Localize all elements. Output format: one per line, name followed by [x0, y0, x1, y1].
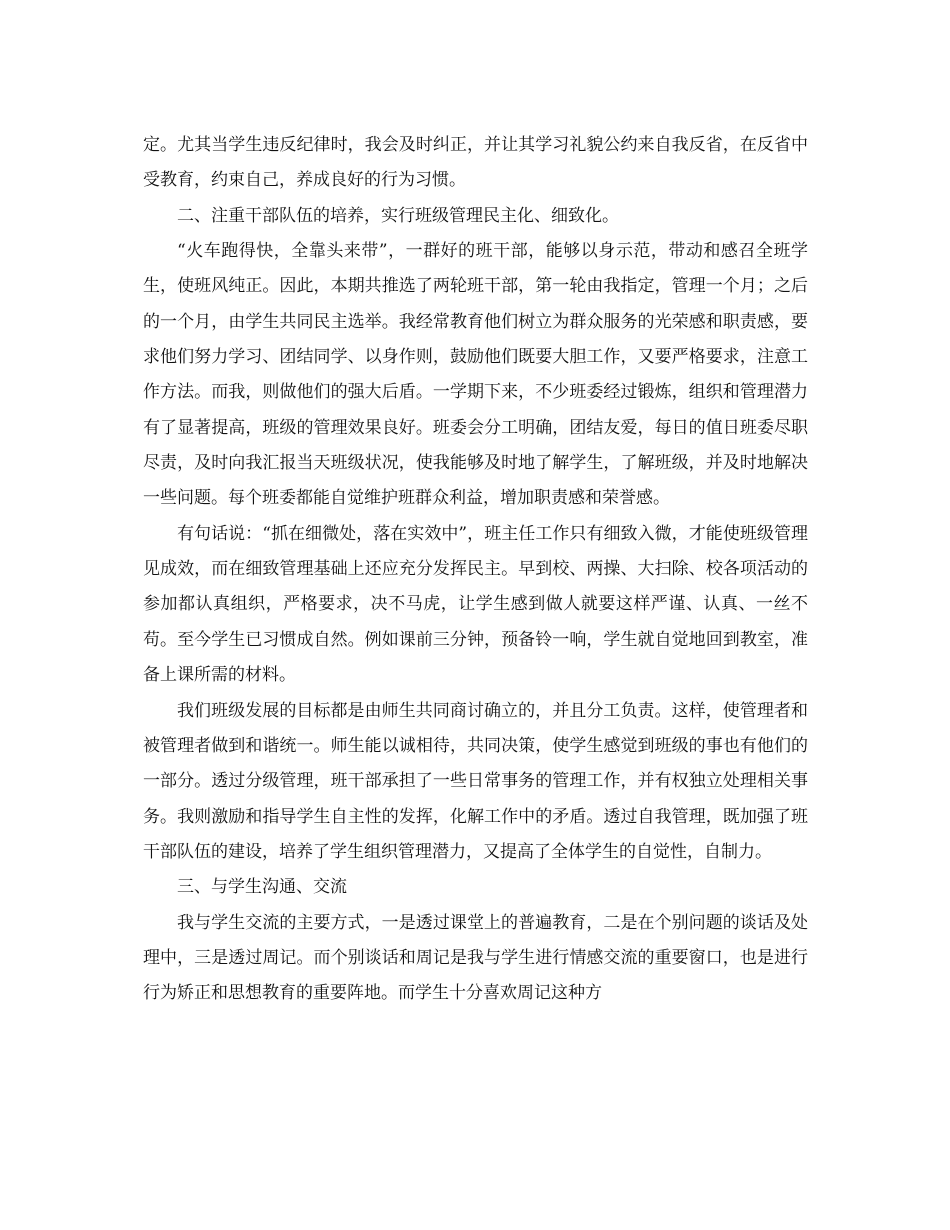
paragraph-continuation: 定。尤其当学生违反纪律时，我会及时纠正，并让其学习礼貌公约来自我反省，在反省中受教育，约束自己，养成良好的行为习惯。 — [143, 135, 808, 191]
paragraph-communication-methods: 我与学生交流的主要方式，一是透过课堂上的普遍教育，二是在个别问题的谈话及处理中，三是透过周记。而个别谈话和周记是我与学生进行情感交流的重要窗口，也是进行行为矫正和思想教育的重要阵地。而学生十分喜欢周记这种方 — [143, 912, 808, 1004]
document-page — [143, 128, 808, 1012]
section-heading-communication: 三、与学生沟通、交流 — [177, 877, 347, 898]
paragraph-class-cadres: “火车跑得快，全靠头来带”，一群好的班干部，能够以身示范，带动和感召全班学生，使班风纯正。因此，本期共推选了两轮班干部，第一轮由我指定，管理一个月；之后的一个月，由学生共同民主选举。我经常教育他们树立为群众服务的光荣感和职责感，要求他们努力学习、团结同学、以身作则，鼓励他们既要大胆工作，又要严格要求，注意工作方法。而我，则做他们的强大后盾。一学期下来，不少班委经过锻炼，组织和管理潜力有了显著提高，班级的管理效果良好。班委会分工明确，团结友爱，每日的值日班委尽职尽责，及时向我汇报当天班级状况，使我能够及时地了解学生，了解班级，并及时地解决一些问题。每个班委都能自觉维护班群众利益，增加职责感和荣誉感。 — [143, 241, 808, 509]
paragraph-detail-management: 有句话说：“抓在细微处，落在实效中”，班主任工作只有细致入微，才能使班级管理见成效，而在细致管理基础上还应充分发挥民主。早到校、两操、大扫除、校各项活动的参加都认真组织，严格要求，决不马虎，让学生感到做人就要这样严谨、认真、一丝不苟。至今学生已习惯成自然。例如课前三分钟，预备铃一响，学生就自觉地回到教室，准备上课所需的材料。 — [143, 523, 808, 686]
section-heading-cadre-training: 二、注重干部队伍的培养，实行班级管理民主化、细致化。 — [177, 205, 619, 226]
paragraph-class-goals: 我们班级发展的目标都是由师生共同商讨确立的，并且分工负责。这样，使管理者和被管理者做到和谐统一。师生能以诚相待，共同决策，使学生感觉到班级的事也有他们的一部分。透过分级管理，班干部承担了一些日常事务的管理工作，并有权独立处理相关事务。我则激励和指导学生自主性的发挥，化解工作中的矛盾。透过自我管理，既加强了班干部队伍的建设，培养了学生组织管理潜力，又提高了全体学生的自觉性，自制力。 — [143, 700, 808, 862]
